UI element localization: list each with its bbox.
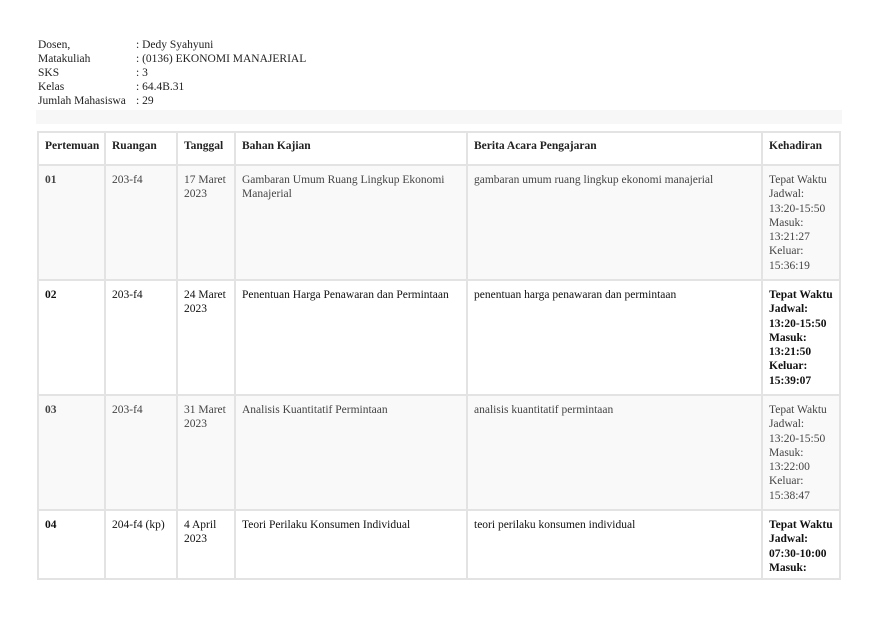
table-row [38,395,840,510]
table-header-row [38,132,840,165]
dosen-label: Dosen, [38,39,71,51]
ruangan-cell: 203-f4 [105,165,177,280]
kehadiran-cell: Tepat Waktu Jadwal: 13:20-15:50 Masuk: 13:21:50 Keluar: 15:39:07 [762,280,840,395]
jumlah-row [38,94,306,108]
pertemuan-cell: 04 [38,510,105,579]
dosen-value: : Dedy Syahyuni [136,39,214,51]
jumlah-label: Jumlah Mahasiswa [38,95,126,107]
column-header-ruangan: Ruangan [105,132,177,165]
sks-row [38,66,306,80]
berita-acara-cell: teori perilaku konsumen individual [467,510,762,579]
tanggal-cell: 4 April 2023 [177,510,235,579]
sks-value: : 3 [136,67,148,79]
pertemuan-cell: 01 [38,165,105,280]
separator-band [36,110,842,124]
ruangan-cell: 203-f4 [105,280,177,395]
ruangan-cell: 204-f4 (kp) [105,510,177,579]
bahan-kajian-cell: Analisis Kuantitatif Permintaan [235,395,467,510]
attendance-table [37,131,841,580]
dosen-row [38,38,306,52]
tanggal-cell: 17 Maret 2023 [177,165,235,280]
matakuliah-value: : (0136) EKONOMI MANAJERIAL [136,53,307,65]
kelas-label: Kelas [38,81,65,93]
kehadiran-cell: Tepat Waktu Jadwal: 13:20-15:50 Masuk: 13:21:27 Keluar: 15:36:19 [762,165,840,280]
table-row [38,280,840,395]
bahan-kajian-cell: Gambaran Umum Ruang Lingkup Ekonomi Manajerial [235,165,467,280]
column-header-tanggal: Tanggal [177,132,235,165]
course-info [38,38,306,108]
berita-acara-cell: gambaran umum ruang lingkup ekonomi manajerial [467,165,762,280]
kehadiran-cell: Tepat Waktu Jadwal: 13:20-15:50 Masuk: 13:22:00 Keluar: 15:38:47 [762,395,840,510]
column-header-berita-acara: Berita Acara Pengajaran [467,132,762,165]
tanggal-cell: 24 Maret 2023 [177,280,235,395]
column-header-kehadiran: Kehadiran [762,132,840,165]
table-row [38,165,840,280]
column-header-pertemuan: Pertemuan [38,132,105,165]
berita-acara-cell: penentuan harga penawaran dan permintaan [467,280,762,395]
berita-acara-cell: analisis kuantitatif permintaan [467,395,762,510]
kelas-row [38,80,306,94]
jumlah-value: : 29 [136,95,154,107]
bahan-kajian-cell: Teori Perilaku Konsumen Individual [235,510,467,579]
table-row [38,510,840,579]
tanggal-cell: 31 Maret 2023 [177,395,235,510]
matakuliah-label: Matakuliah [38,53,91,65]
sks-label: SKS [38,67,60,79]
pertemuan-cell: 02 [38,280,105,395]
kelas-value: : 64.4B.31 [136,81,185,93]
matakuliah-row [38,52,306,66]
pertemuan-cell: 03 [38,395,105,510]
kehadiran-cell: Tepat Waktu Jadwal: 07:30-10:00 Masuk: [762,510,840,579]
column-header-bahan-kajian: Bahan Kajian [235,132,467,165]
ruangan-cell: 203-f4 [105,395,177,510]
bahan-kajian-cell: Penentuan Harga Penawaran dan Permintaan [235,280,467,395]
